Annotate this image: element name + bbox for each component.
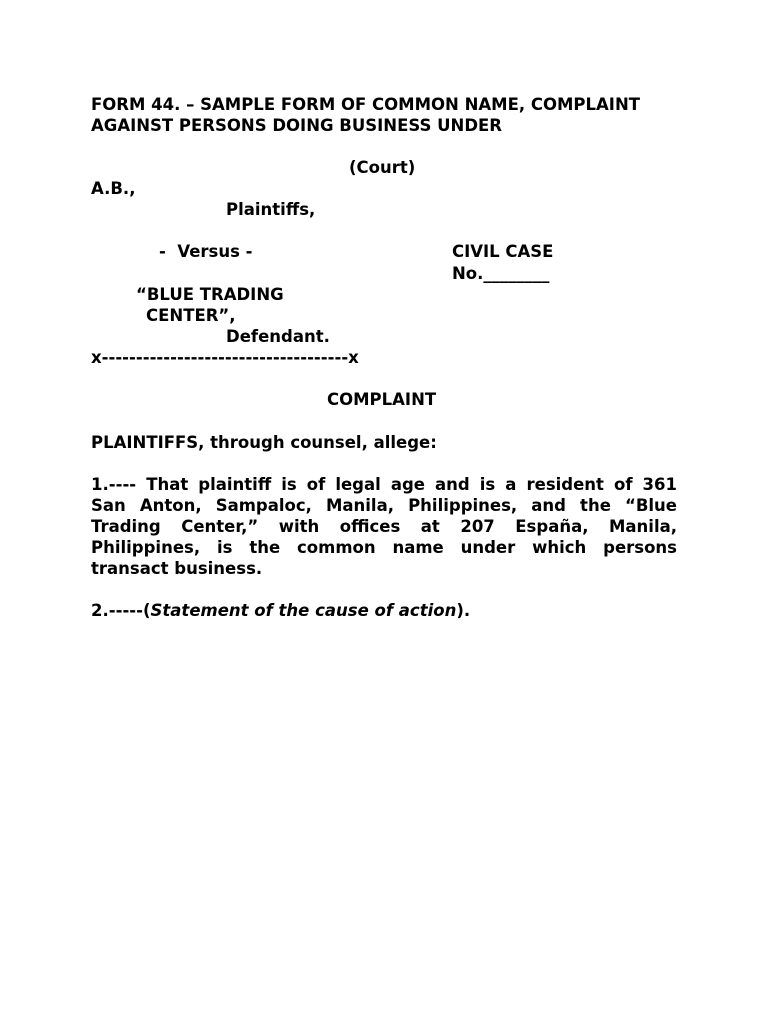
defendant-role: Defendant. — [226, 327, 330, 346]
plaintiff-name: A.B., — [91, 179, 136, 198]
paragraph-1-line: San Anton, Sampaloc, Manila, Philippines, and the “Blue — [91, 496, 677, 515]
paragraph-1 — [91, 474, 677, 579]
plaintiff-role: Plaintiffs, — [226, 200, 316, 219]
defendant-name-line-1: “BLUE TRADING — [136, 285, 284, 304]
civil-case-label: CIVIL CASE — [452, 242, 554, 261]
complaint-heading: COMPLAINT — [327, 390, 437, 409]
form-title-line-2: AGAINST PERSONS DOING BUSINESS UNDER — [91, 116, 503, 135]
paragraph-1-line: transact business. — [91, 559, 263, 578]
paragraph-2-prefix: 2.-----( — [91, 601, 151, 620]
versus-label: - Versus - — [159, 242, 253, 261]
paragraph-1-line: Trading Center,” with offices at 207 España, Manila, — [91, 517, 677, 536]
intro-statement: PLAINTIFFS, through counsel, allege: — [91, 433, 437, 452]
paragraph-2-suffix: ). — [456, 601, 471, 620]
caption-separator: x------------------------------------x — [91, 348, 359, 367]
defendant-name-line-2: CENTER”, — [146, 306, 236, 325]
form-title-line-1: FORM 44. – SAMPLE FORM OF COMMON NAME, COMPLAINT — [91, 95, 641, 114]
paragraph-1-line: 1.---- That plaintiff is of legal age and is a resident of 361 — [91, 475, 677, 494]
paragraph-1-line: Philippines, is the common name under which persons — [91, 538, 677, 557]
case-number-label: No.________ — [452, 264, 550, 283]
court-label: (Court) — [349, 158, 416, 177]
paragraph-2 — [91, 600, 470, 621]
paragraph-2-cause-of-action: Statement of the cause of action — [150, 601, 457, 620]
